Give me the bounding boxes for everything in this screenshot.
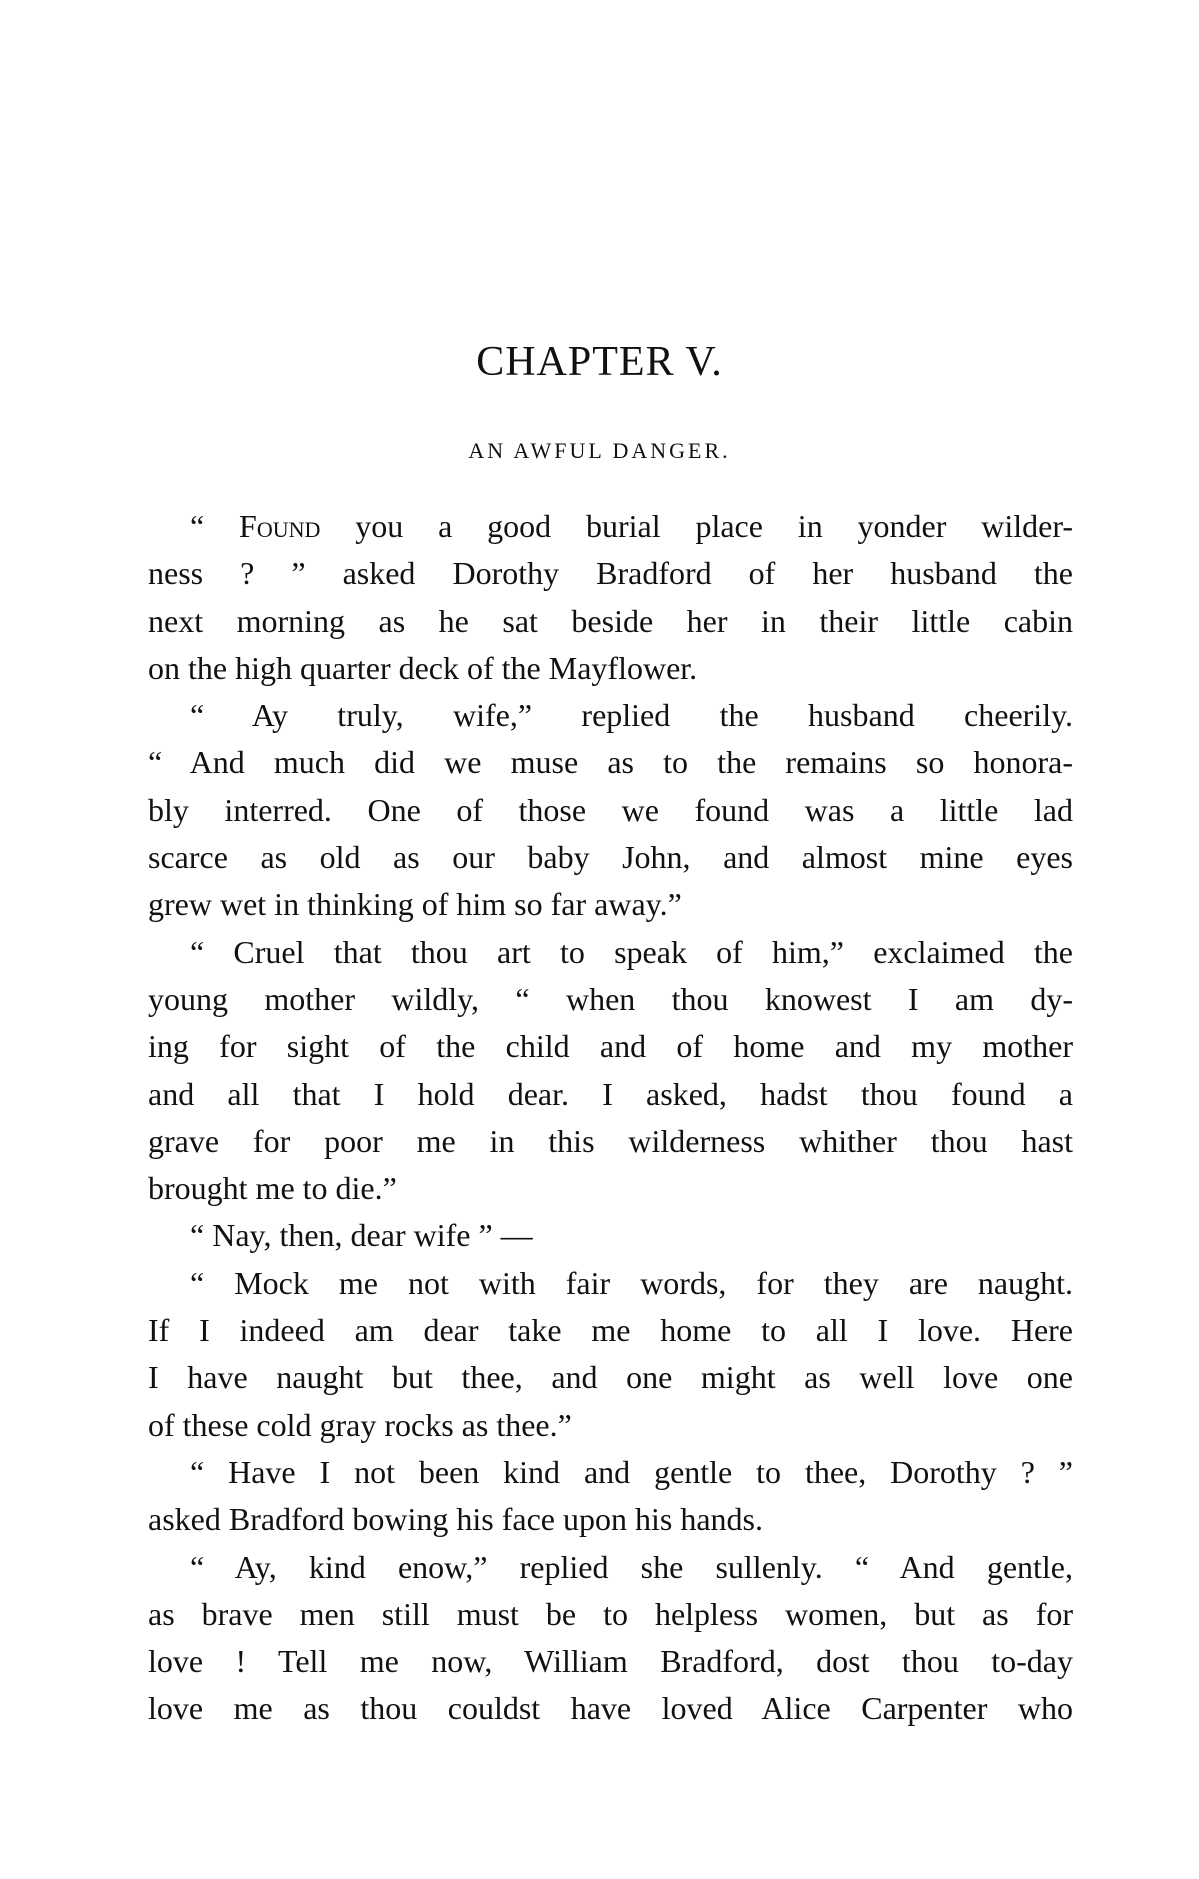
- chapter-body: [148, 503, 1073, 1733]
- text-line: brought me to die.”: [148, 1170, 397, 1207]
- text-line: young mother wildly, “ when thou knowest I am dy-: [148, 980, 1073, 1017]
- text-line: “ Cruel that thou art to speak of him,” exclaimed the: [190, 933, 1073, 970]
- text-line: “ Mock me not with fair words, for they are naught.: [190, 1264, 1073, 1301]
- text-line: love me as thou couldst have loved Alice Carpenter who: [148, 1690, 1073, 1727]
- text-line: ness ? ” asked Dorothy Bradford of her husband the: [148, 555, 1073, 592]
- small-caps-word: Found: [239, 508, 321, 544]
- text-line: “ Ay truly, wife,” replied the husband cheerily.: [190, 697, 1073, 734]
- text-line: next morning as he sat beside her in their little cabin: [148, 602, 1073, 639]
- text-line: “ And much did we muse as to the remains so honora-: [148, 744, 1073, 781]
- text-line: ing for sight of the child and of home and my mother: [148, 1028, 1073, 1065]
- text-line: love ! Tell me now, William Bradford, dost thou to-day: [148, 1643, 1073, 1680]
- text-line: grave for poor me in this wilderness whither thou hast: [148, 1122, 1073, 1159]
- text-line: If I indeed am dear take me home to all I love. Here: [148, 1312, 1073, 1349]
- text-line: and all that I hold dear. I asked, hadst thou found a: [148, 1075, 1073, 1112]
- text-line: I have naught but thee, and one might as well love one: [148, 1359, 1073, 1396]
- text-line: “ Have I not been kind and gentle to thee, Dorothy ? ”: [190, 1453, 1073, 1490]
- text-line: grew wet in thinking of him so far away.”: [148, 886, 682, 923]
- text-line: bly interred. One of those we found was a little lad: [148, 791, 1073, 828]
- text-line: [148, 503, 1073, 550]
- text-line: asked Bradford bowing his face upon his hands.: [148, 1501, 763, 1538]
- text-line: scarce as old as our baby John, and almost mine eyes: [148, 839, 1073, 876]
- text-line: of these cold gray rocks as thee.”: [148, 1406, 572, 1443]
- line-text: you a good burial place in yonder wilder-: [320, 508, 1074, 544]
- chapter-title: CHAPTER V.: [476, 339, 723, 385]
- chapter-subtitle: AN AWFUL DANGER.: [468, 438, 731, 463]
- text-line: “ Ay, kind enow,” replied she sullenly. “ And gentle,: [190, 1548, 1073, 1585]
- text-line: as brave men still must be to helpless women, but as for: [148, 1595, 1073, 1632]
- text-line: on the high quarter deck of the Mayflower.: [148, 649, 698, 686]
- text-line: “ Nay, then, dear wife ” —: [190, 1217, 533, 1254]
- opening-quote: “: [190, 508, 240, 544]
